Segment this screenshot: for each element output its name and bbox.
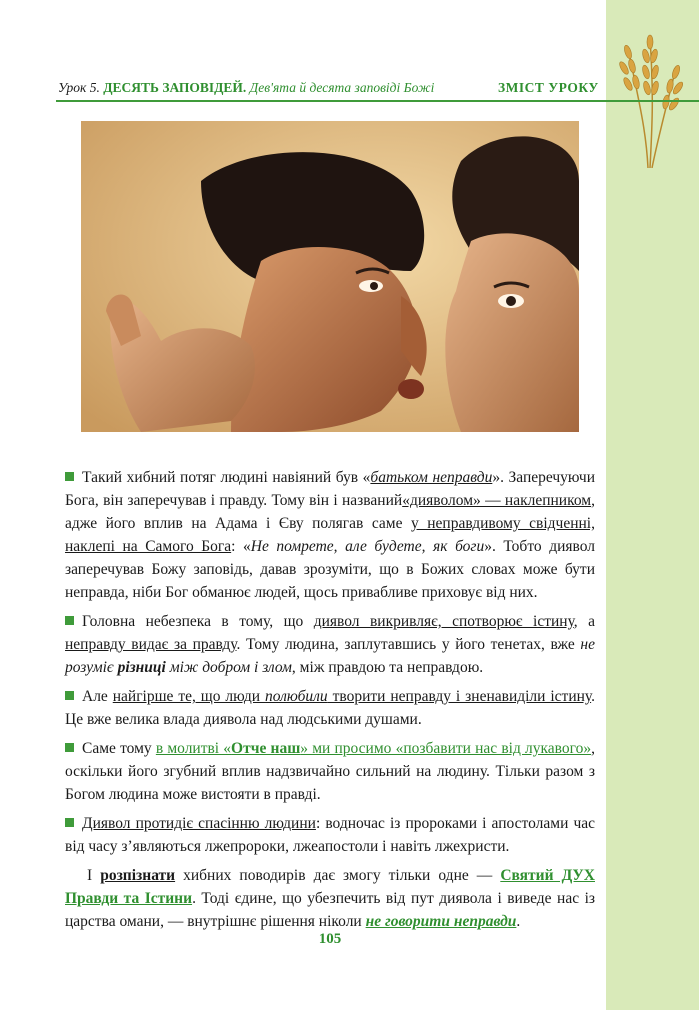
page-number: 105 [318,931,342,947]
emphasis-text: між добром і злом [165,659,292,676]
underlined-text: неправду видає за правду [65,636,237,653]
text-span: Такий хибний потяг людині навіяний був « [82,469,371,486]
text-span: , а [573,613,595,630]
paragraph-5 [65,812,595,858]
bullet-square-icon [65,472,74,481]
bullet-square-icon [65,818,74,827]
lesson-title: ДЕСЯТЬ ЗАПОВІДЕЙ. [103,80,247,95]
text-span: : « [231,538,251,555]
bold-text: розпізнати [100,867,176,884]
underlined-text: у неправдивому свідченні, наклепі на Самого Бога [65,515,595,555]
emphasis-text: полюбили [265,688,328,705]
paragraph-3 [65,685,595,731]
prayer-link[interactable]: » ми просимо «позбавити нас від лукавого» [300,740,592,757]
text-span: І [87,867,101,884]
paragraph-1 [65,466,595,604]
text-span: Саме тому [82,740,156,757]
wheat-icon [588,28,688,168]
bullet-square-icon [65,691,74,700]
quote-text: Не помрете, але будете, як боги [250,538,485,555]
underlined-text: творити неправду і зненавиділи істину [327,688,592,705]
text-span: , адже його вплив на Адама і Єву полягав саме [65,492,595,532]
text-span: ». Заперечуючи Бога, він заперечував і правду. Тому він і названий [65,469,595,509]
text-span: хибних поводирів дає змогу тільки одне — [175,867,501,884]
text-span: : водночас із пророками і апостолами час від часу з’являються лжепророки, лжеапостоли і навіть лжехристи. [65,815,595,855]
body-text [65,466,595,939]
paragraph-6 [65,864,595,933]
header-divider [56,100,699,102]
lesson-number: Урок 5. [58,80,100,95]
underlined-text: диявол викривляє, спотворює істину [313,613,574,630]
contents-link[interactable]: ЗМІСТ УРОКУ [498,80,599,95]
underlined-text: найгірше те, що люди [112,688,266,705]
prayer-link[interactable]: в молитві « [155,740,232,757]
underlined-text: Диявол протидіє спасінню людини [82,815,316,832]
lesson-header [58,80,434,96]
underlined-text: «дияволом» — наклепником [402,492,592,509]
emphasis-text: не розуміє [65,636,595,676]
text-span: . Тоді єдине, що убезпечить від пут диявола і виведе нас із царства омани, — внутрішнє рішення ніколи [65,890,596,930]
paragraph-4 [65,737,595,806]
text-span: . Це вже велика влада диявола над людськими душами. [65,688,595,728]
prayer-link[interactable]: Отче наш [231,740,301,757]
lesson-subtitle: Дев'ята й десята заповіді Божі [249,80,435,95]
emphasis-text: батьком неправди [370,469,493,486]
emphasis-link[interactable]: не говорити неправди [365,913,517,930]
illustration-image [81,121,579,432]
holy-spirit-link[interactable]: Святий ДУХ Правди та Істини [65,867,595,907]
text-span: ». Тобто диявол заперечував Божу заповідь, давав зрозуміти, що в Божих словах може бути неправда, ніби Бог обманює людей, щось привабливе приховує від них. [65,538,595,601]
text-span: . Тому людина, заплутавшись у його тенетах, вже [236,636,581,653]
paragraph-2 [65,610,595,679]
text-span: , оскільки його згубний вплив надзвичайно сильний на людину. Тільки разом з Богом людина може вистояти в правді. [65,740,595,803]
text-span: , між правдою та неправдою. [291,659,484,676]
bullet-square-icon [65,743,74,752]
text-span: Але [82,688,113,705]
bold-text: різниці [117,659,166,676]
text-span: . [516,913,521,930]
text-span: Головна небезпека в тому, що [82,613,314,630]
bullet-square-icon [65,616,74,625]
